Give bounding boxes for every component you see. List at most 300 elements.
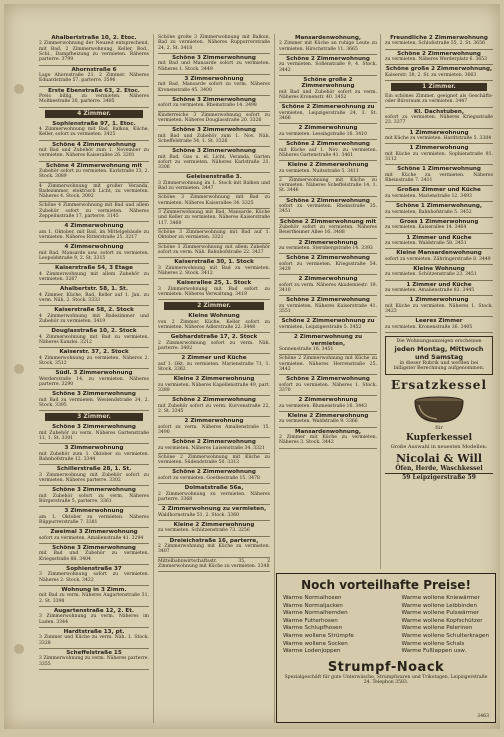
ad-heading: 3 Zimmerwohnung xyxy=(64,445,124,452)
classified-column-4 xyxy=(382,34,496,569)
ad-heading: Schöne 2 Zimmerwohnung mit xyxy=(279,218,377,225)
classified-ad xyxy=(158,244,270,259)
classified-ad xyxy=(158,147,270,173)
ad-body: zu vermieten. Näheres Luisenstraße 34. 3321 xyxy=(158,445,265,451)
ad-heading: Schöne 2 Zimmerwohnung zu xyxy=(281,318,375,325)
classified-ad xyxy=(39,327,149,348)
ad-body: Mittelbahnwirtschaftsstr. 35, 2 Zimmerwohnung mit Küche zu vermieten. 3348 xyxy=(158,558,270,569)
ad-heading: Dolmatstraße 56a, xyxy=(184,485,244,492)
classified-ad xyxy=(279,197,377,218)
ad-heading: Leeres Zimmer xyxy=(415,318,463,325)
ad-heading: Kleine 2 Zimmerwohnung xyxy=(287,412,369,419)
ad-heading: 1 Zimmer und Küche xyxy=(406,281,472,288)
classified-ad xyxy=(279,355,377,375)
ad-address: 59 Leipzigerstraße 59 xyxy=(385,473,493,481)
product-item: Warme wollene Socken xyxy=(283,640,348,647)
classified-ad xyxy=(39,348,149,369)
ad-body: sofort zu vermieten. Näheres Kriegsstraße 23. 3377 xyxy=(385,115,493,126)
product-item: Warme Fußlappen usw. xyxy=(401,648,467,655)
binding-hole xyxy=(14,364,24,374)
section-heading: 2 Zimmer. xyxy=(164,302,264,310)
ad-heading: 4 Zimmerwohnung xyxy=(64,244,124,251)
ad-heading: Schöne 2 Zimmerwohnung xyxy=(286,376,370,383)
ad-heading: 2 Zimmer und Küche xyxy=(181,355,247,362)
classified-ad xyxy=(385,50,493,66)
ad-heading: Douglasstraße 10, 2. Stock xyxy=(51,328,137,335)
ad-body: auf 1. Okt. zu vermieten. Marienstraße 71, 1. Stock. 3362 xyxy=(158,361,270,372)
notice-text: in dieser Rubrik und werden bei billigster Berechnung aufgenommen. xyxy=(393,360,485,372)
classified-ad xyxy=(158,312,270,333)
ad-heading: Kleine 2 Zimmerwohnung xyxy=(287,162,369,169)
classified-ad xyxy=(158,194,270,209)
classified-ad xyxy=(39,528,149,544)
classified-ad xyxy=(158,537,270,558)
classified-ad xyxy=(158,173,270,194)
ad-body: mit Bad und Mansarde sofort zu vermieten. Näheres 1. Stock. 3449 xyxy=(158,61,270,72)
ad-heading: Schöne große 2 Zimmerwohnung, xyxy=(385,66,493,73)
classified-ad xyxy=(158,484,270,505)
classified-ad xyxy=(158,34,270,54)
ad-heading: Kaiserstraße 54, 3 Etage xyxy=(55,265,133,272)
ad-body: 2 Zimmer mit Küche zu vermieten. Näheres 3. Stock. 3442 xyxy=(279,434,377,446)
ad-body: mit Bad und Zubehör sofort zu verm. Näheres Kronenstr. 40. 3452 xyxy=(279,89,377,101)
ad-heading: Schöne 4 Zimmerwohnung xyxy=(52,141,136,148)
ad-body: sofort zu verm. Näheres Akademiestr. 19. 3410 xyxy=(279,282,377,294)
ad-body: zu vermieten. Kronenstraße 36. 3405 xyxy=(385,324,473,330)
ad-body: sofort zu vermieten. Rheinstraße 35. 3451 xyxy=(279,204,377,215)
ad-headline: Ersatzkessel xyxy=(390,377,487,392)
ad-body: sofort zu vermieten. Rheinstraße 14. 3498 xyxy=(158,103,257,109)
classified-ad xyxy=(158,354,270,375)
ad-heading: Schöne 3 Zimmerwohnung xyxy=(172,96,256,103)
ad-heading: Kaiserallee 25, 1. Stock xyxy=(176,280,252,287)
classified-ad xyxy=(279,375,377,396)
product-item: Warme wollene Kopfschützer xyxy=(401,617,483,624)
ad-body: 4 Zimmerwohnung zu vermieten. Näheres 2. Stock. 3512 xyxy=(39,355,149,367)
ad-heading: Gross 1 Zimmerwohnung xyxy=(399,218,479,225)
product-item: Warme wollene Kniewärmer xyxy=(401,595,480,601)
classified-ad xyxy=(158,112,270,127)
binding-hole xyxy=(14,84,24,94)
classified-ad xyxy=(39,565,149,586)
classified-ad xyxy=(39,243,149,264)
product-item: Warme wollene Strümpfe xyxy=(283,632,354,639)
ad-body: zu vermieten. Sternbergstraße 14. 3393 xyxy=(279,246,373,252)
classified-ad xyxy=(39,507,149,528)
classified-ad xyxy=(158,54,270,75)
classified-ad xyxy=(385,281,493,297)
ad-body: Zubehör sofort zu vermieten. Näheres Beiertheimer Allee 16. 3488 xyxy=(279,225,377,236)
ad-heading: Erste Ebenstraße 63, 2. Etoc. xyxy=(48,87,140,94)
ad-heading: Schöne 2 Zimmerwohnung xyxy=(172,397,256,404)
classified-ad xyxy=(385,34,493,50)
classified-ad xyxy=(39,486,149,507)
ad-body: Lage Ahornstraße 21, 2 Zimmer. Näheres Eduardstraße 57, parterre. 3596 xyxy=(39,73,149,84)
classified-ad xyxy=(279,34,377,55)
classified-ad xyxy=(279,103,377,124)
classified-ad xyxy=(385,144,493,165)
newspaper-page xyxy=(4,4,500,729)
ad-body: zu vermieten. Waldstraße 9. 3366 xyxy=(279,419,358,425)
classified-ad xyxy=(39,162,149,183)
ad-heading: Schöne 1 Zimmerwohnung xyxy=(397,166,481,173)
classified-ad xyxy=(279,296,377,317)
ad-heading: Kleine Wohnung xyxy=(188,313,240,320)
ad-body: sofort zu vermieten. Kriegsstraße 54. 3429 xyxy=(279,261,377,273)
ad-body: mit Bad und Zubehör zum 1. November zu vermieten. Näheres Kaiserallee 26. 3201 xyxy=(39,148,149,159)
ad-body: vermieten, Leipzigerstraße 5. 3452 xyxy=(279,324,362,330)
ad-heading: Schöne 2 Zimmerwohnung zu xyxy=(281,104,375,111)
ad-heading: Schillerstraße 28, 1. St. xyxy=(56,466,132,473)
classified-ad xyxy=(39,628,149,649)
ad-body: 3 Zimmerwohnung zu verm. Näheres im Laden. 3344 xyxy=(39,614,149,625)
ad-body: Schöne große 3 Zimmerwohnung mit Balkon, Bad zu vermieten. Näheres Ruppurrerstraße 24, 2. St. 3418 xyxy=(158,35,270,51)
ad-products: Öfen, Herde, Waschkessel xyxy=(395,464,483,472)
classified-ad xyxy=(279,76,377,103)
ad-body: Kinderreiche 3 Zimmerwohnung sofort zu vermieten. Näheres Douglasstraße 20. 3326 xyxy=(158,112,270,123)
classified-ad xyxy=(279,396,377,412)
ad-body: Schöne 3 Zimmerwohnung mit Bad zu vermieten. Näheres Kaiserallee 34. 3325 xyxy=(158,195,270,206)
ad-body: Schöne 3 Zimmerwohnung mit Bad auf 1. Oktober zu vermieten. 3321 xyxy=(158,229,270,241)
ad-heading: Schöne 2 Zimmerwohnung xyxy=(397,50,481,57)
ad-body: zu vermieten. Amalienstraße 83. 3445 xyxy=(385,288,475,294)
ad-heading: 1 Zimmerwohnung xyxy=(409,297,469,304)
ad-body: mit Zubehör zu verm. Näheres Gartenstraße 11, 1. St. 3301 xyxy=(39,430,149,442)
ad-body: zu vermieten, Schloßstraße 55, 2. St. 3656 xyxy=(385,41,485,47)
ad-heading: 2 Zimmerwohnung xyxy=(298,239,358,246)
ad-body: Ein schönes Zimmer, geeignet als Geschäfts- oder Büroraum zu vermieten. 3447 xyxy=(385,94,493,105)
classified-ad xyxy=(158,279,270,300)
classified-ad xyxy=(279,317,377,333)
ad-heading: Schöne 2 Zimmerwohnung xyxy=(286,255,370,262)
classified-ad xyxy=(385,234,493,250)
ad-heading: 3 Zimmerwohnung xyxy=(64,508,124,515)
ad-heading: Wohnung in 3 Zimm. xyxy=(61,587,127,594)
classified-ad xyxy=(158,438,270,454)
ad-heading: 2 Zimmerwohnung xyxy=(298,397,358,404)
classified-ad xyxy=(385,65,493,81)
ad-body: mit Zubehör sofort zu verm. Näheres Bürgerstraße 5, parterre. 3361 xyxy=(39,493,149,505)
ad-heading: Schöne 2 Zimmerwohnung xyxy=(172,469,256,476)
section-heading: 4 Zimmer. xyxy=(45,110,143,118)
classified-ad xyxy=(39,586,149,607)
ad-heading: Scheffelstraße 15 xyxy=(66,650,122,657)
ad-body: vermieten, Leipzigerstraße 24, 3. St. 3466 xyxy=(279,110,377,122)
ad-heading: 2 Zimmerwohnung xyxy=(298,125,358,132)
ad-body: zu vermieten. Näheres Kaiserstraße 41. 3551 xyxy=(279,303,377,315)
product-item: Warme Normalhemden xyxy=(283,610,348,617)
ad-body: mit Küche zu vermieten. Hardtstraße 5. 3384 xyxy=(385,136,492,142)
classified-ad xyxy=(39,66,149,87)
ad-heading: Schöne 2 Zimmerwohnung xyxy=(172,439,256,446)
ad-text: für xyxy=(435,424,443,431)
classified-ad xyxy=(39,306,149,327)
ad-body: mit Bad, Mansarde usw. sofort zu vermieten. Leopoldstraße 9, 2. St. 3315 xyxy=(39,250,149,262)
ad-body: Zubehör sofort zu vermieten. Karlstraße 33, 2. Stock. 3089 xyxy=(39,169,149,180)
classified-ad xyxy=(39,465,149,486)
ad-heading: Südl. 3 Zimmerwohnung xyxy=(55,370,133,377)
ad-heading: Kaiserstr. 37, 2. Stock xyxy=(59,349,129,356)
classified-ad xyxy=(158,75,270,96)
ad-body: zu vermieten. Sofienstraße 9, 4. Stock. 3442 xyxy=(279,62,377,73)
ad-heading: Schöne 3 Zimmerwohnung xyxy=(52,487,136,494)
ad-heading: Dreieichstraße 16, parterre, xyxy=(169,537,259,544)
ad-heading: Ahalbertstraße 10, 2. Etoc. xyxy=(51,35,137,41)
ad-body: zu vermieten. Waldstraße 58. 3451 xyxy=(385,240,467,246)
ad-body: sofort zu verm. Näheres Amalienstraße 15. 3490 xyxy=(158,424,270,435)
ad-subtext: Spezialgeschäft für gute Unterwäsche, Strumpfwaren und Trikotagen, Leipzigerstraße 24. Telephon 3583. xyxy=(284,674,488,686)
classified-ad xyxy=(158,375,270,396)
product-item: Warme Futterhosen xyxy=(283,617,338,624)
classified-ad xyxy=(385,249,493,265)
ad-heading: Geleisenstraße 3. xyxy=(186,174,242,181)
classified-ad xyxy=(39,423,149,444)
column-rule xyxy=(153,34,154,723)
classified-ad xyxy=(39,202,149,222)
classified-ad xyxy=(39,649,149,670)
classified-ad xyxy=(385,317,493,333)
ad-heading: Freundliche 2 Zimmerwohnung xyxy=(390,35,488,41)
classified-ad xyxy=(279,124,377,140)
classified-ad xyxy=(279,177,377,197)
notice-highlight: jeden Montag, Mittwoch und Samstag xyxy=(394,344,484,361)
ad-heading: Schöne 3 Zimmerwohnung xyxy=(52,424,136,431)
product-item: Warme wollene Pulswärmer xyxy=(401,610,479,617)
ad-heading: Schöne 3 Zimmerwohnung xyxy=(52,545,136,552)
ad-body: sofort zu vermieten. Zähringerstraße 8. 3449 xyxy=(385,256,491,262)
ad-body: zu vermieten. Näheres Kapellenstraße 49, part. 3389 xyxy=(158,382,270,393)
classified-ad xyxy=(279,254,377,275)
classified-ad xyxy=(158,468,270,484)
ad-heading: Schöne große 2 Zimmerwohnung xyxy=(301,77,355,90)
classified-ad xyxy=(385,265,493,281)
ad-heading: Ahalbertstr. 58, 1. St. xyxy=(60,286,128,293)
ad-body: 3 Zimmerwohnung sofort zu vermieten. Näheres 2. Stock. 3422 xyxy=(39,572,149,583)
ad-body: 3 Zimmerwohnung mit Bad, Mansarde, Küche und Keller zu vermieten. Näheres Kaiserstraße 117. 3460 xyxy=(158,210,270,226)
ad-number: 3463 xyxy=(477,714,489,719)
classified-ad xyxy=(39,285,149,306)
ad-heading: 2 Zimmerwohnung zu vermieten, xyxy=(161,506,267,513)
ad-heading: Schöne 3 Zimmerwohnung xyxy=(172,148,256,155)
ad-body: 2 Zimmer mit Küche an ruhige Leute zu vermieten. Hirschstraße 11. 3665 xyxy=(279,41,377,52)
ad-body: zu vermieten. Näheres Werderplatz 6. 3653 xyxy=(385,57,488,63)
product-item: Warme Lodenjoppen xyxy=(283,648,341,655)
ad-heading: Schöne 2 Zimmerwohnung xyxy=(286,141,370,148)
ad-company-name: Strumpf-Noack xyxy=(327,659,445,675)
product-item: Warme wollene Schulterkragen xyxy=(401,632,489,639)
product-item: Warme wollene Schals xyxy=(401,640,465,647)
ad-body: 2 Zimmerwohnung sofort zu verm. Näh. parterre. 3402 xyxy=(158,340,270,351)
ad-body: mit Küche zu vermieten. Sophienstraße 91. 3112 xyxy=(385,151,493,163)
ad-heading: Hardtstraße 13, pt. xyxy=(63,629,125,636)
classified-ad xyxy=(279,140,377,161)
ad-heading: Augartenstraße 12, 2. Et. xyxy=(53,608,135,615)
classified-ad xyxy=(385,186,493,202)
ad-heading: Kleine 2 Zimmerwohnung xyxy=(173,521,255,528)
strumpf-noack-advertisement xyxy=(276,573,496,723)
product-item: Warme Normaljacken xyxy=(283,602,343,609)
ad-heading: 2 Zimmerwohnung xyxy=(184,418,244,425)
classified-ad xyxy=(39,607,149,628)
ad-body: zu vermieten. Schützenstraße 23. 3451 xyxy=(385,272,477,278)
ad-heading: Schöne 3 Zimmerwohnung xyxy=(52,391,136,398)
ad-body: 4 Zimmer, Küche, Bad, Keller auf 1. Jan. zu verm. Näh. 2. Stock. 3333 xyxy=(39,292,149,304)
ad-heading: Zweimal 3 Zimmerwohnung xyxy=(50,529,138,536)
ersatzkessel-advertisement xyxy=(385,378,493,481)
classified-ad xyxy=(39,183,149,203)
classified-ad xyxy=(158,558,270,573)
ad-heading: Schöne 3 Zimmerwohnung xyxy=(172,54,256,61)
classified-ad xyxy=(385,108,493,129)
ad-body: mit Zubehör sofort zu verm. Kurvenstraße 22, 2. St. 3345 xyxy=(158,403,270,414)
ad-heading: 1 Zimmerwohnung xyxy=(409,145,469,152)
classified-ad xyxy=(39,544,149,565)
classified-ad xyxy=(385,202,493,218)
ad-heading: Mansardenwohnung, xyxy=(294,428,362,435)
ad-body: zu vermieten. Lessingstraße 16. 3410 xyxy=(279,131,368,137)
ad-heading: Großes Zimmer und Küche xyxy=(397,187,481,194)
ad-body: mit Zubehör zum 1. Oktober zu vermieten. Bahnhofstraße 12. 3344 xyxy=(39,451,149,463)
ad-body: am 1. Oktober zu vermieten. Näheres Rüppurrerstraße 7. 3381 xyxy=(39,514,149,526)
classified-ad xyxy=(39,34,149,66)
ad-body: Sonnenstraße 16. 3451 xyxy=(279,346,334,352)
product-item: Warme Schlupfhosen xyxy=(283,625,343,632)
ad-body: 4 Zimmerwohnung mit Bad, Balkon, Küche, Keller, sofort zu vermieten. 3425 xyxy=(39,127,149,138)
classified-ad xyxy=(279,218,377,239)
classified-ad xyxy=(39,390,149,411)
ad-body: sofort zu vermieten. Amalienstraße 41. 3294 xyxy=(39,535,144,541)
ad-heading: 4 Zimmerwohnung xyxy=(64,223,124,230)
ad-heading: 1 Zimmerwohnung xyxy=(409,129,469,136)
classified-ad xyxy=(279,161,377,177)
classified-ad xyxy=(39,264,149,285)
ad-text: Große Auswahl in neuesten Modellen. xyxy=(390,443,488,450)
ad-heading: Sophienstraße 37 xyxy=(66,566,122,573)
ad-heading: Kaiserstraße 30, 1. Stock xyxy=(174,259,254,266)
ad-headline: Noch vorteilhafte Preise! xyxy=(301,578,471,592)
ad-heading: 2 Zimmerwohnung zu vermieten, xyxy=(293,334,363,347)
classified-ad xyxy=(39,141,149,162)
ad-body: 2 Zimmerwohnung der Neuzeit entsprechend, mit Bad, 2 Zimmerwohnung, Keller, Bod., Schl., Dampfheizung zu vermieten. Räheres parterre. 3799 xyxy=(39,41,149,63)
ad-body: Kaiserstr. 38, 2. St. zu vermieten. 3663 xyxy=(385,72,477,78)
ad-body: am 1. Oktober, mit Bad, im Mittelgebäude zu vermieten. Näheres Ritterstraße 25. 3217 xyxy=(39,229,149,241)
classified-ad xyxy=(385,129,493,145)
column-rule xyxy=(380,34,381,569)
ad-body: 4 Zimmerwohnung mit Bad zu vermieten. Näheres Kanzlei. 3212 xyxy=(39,334,149,346)
ad-body: 3 Zimmerwohnung mit Bad sofort zu vermieten. Näheres Verwaltung. 3419 xyxy=(158,286,270,297)
ad-body: zu vermieten. Blumenstraße 16. 3443 xyxy=(279,403,368,409)
classified-ad xyxy=(39,120,149,141)
ad-body: mit Küche zu vermieten. Näheres Rheinstraße 7. 3411 xyxy=(385,172,493,184)
classified-column-1 xyxy=(36,34,152,723)
classified-ad xyxy=(385,218,493,234)
classified-ad xyxy=(39,444,149,465)
classified-ad xyxy=(279,333,377,355)
ad-body: Werderstraße 14, zu vermieten. Näheres parterre. 3290 xyxy=(39,376,149,388)
classified-ad xyxy=(158,521,270,537)
classified-ad xyxy=(158,454,270,469)
classified-ad xyxy=(279,412,377,428)
ad-body: Schöne 3 Zimmerwohnung mit allem Zubehör sofort zu verm. Näh. Bahnhofstraße 22. 3427 xyxy=(158,244,270,255)
classified-ad xyxy=(385,93,493,108)
classified-ad xyxy=(39,222,149,243)
classified-ad xyxy=(279,55,377,76)
column-rule xyxy=(274,34,275,723)
notice-text: Die Wohnungsanzeigen erscheinen xyxy=(396,339,482,345)
section-heading: 1 Zimmer. xyxy=(391,83,487,91)
ad-body: mit Bad, Gas u. el. Licht, Veranda, Garten sofort zu vermieten. Näheres Karlstraße 21. 3306 xyxy=(158,154,270,171)
ad-body: mit Küche auf 1. Nov. zu vermieten. Näheres Gartenstraße 41. 3461 xyxy=(279,147,377,158)
ad-body: 3 Zimmerwohnung mit Zubehör sofort zu vermieten. Näheres parterre. 3302 xyxy=(39,472,149,484)
product-list xyxy=(283,595,489,656)
classified-ad xyxy=(158,126,270,147)
ad-body: mit Bad und Zubehör zum 1. Nov. Näh. Scheffelstraße 54, 1. St. 3326 xyxy=(158,133,270,144)
ad-heading: 3 Zimmerwohnung xyxy=(184,75,244,82)
ad-heading: Kleine Mansardenwohnung xyxy=(396,250,482,257)
ad-body: zu vermieten. Marienstraße 12. 3493 xyxy=(385,193,472,199)
binding-hole xyxy=(14,644,24,654)
ad-body: Schöne 4 Zimmerwohnung mit Bad und allem Zubehör sofort zu vermieten. Näheres Zeppelinstraße 17, parterre. 3145 xyxy=(39,203,149,220)
ad-heading: Gebhardstraße 17, 2. Stock xyxy=(170,334,258,341)
ad-body: Waldhornstraße 51, 2. Stock. 3360 xyxy=(158,512,240,518)
classified-column-2 xyxy=(155,34,273,723)
classified-ad xyxy=(158,229,270,244)
ad-body: 2 Zimmerwohnung mit Küche zu vermieten. 3407 xyxy=(158,543,270,555)
ad-body: 4 Zimmerwohnung mit Badezimmer und Zubehör zu vermieten. 3419 xyxy=(39,313,149,325)
ad-company-name: Nicolai & Will xyxy=(395,451,483,465)
ad-body: zu vermieten. Kaiserallee 14. 3464 xyxy=(385,225,467,231)
classified-ad xyxy=(385,165,493,186)
ad-heading: Sophienstraße 97, 1. Etoc. xyxy=(52,120,136,127)
ad-body: 2 Zimmerwohnung mit Küche zu vermieten. Näheres Scheffelstraße 14, 1. St. 3446 xyxy=(279,177,377,194)
classified-ad xyxy=(158,396,270,417)
ad-body: 4 Zimmerwohnung mit großer Veranda, Badezimmer, elektrisch Licht, zu vermieten. Näheres 4. Stock. 3092 xyxy=(39,183,149,200)
section-heading: 3 Zimmer. xyxy=(45,413,143,421)
ad-body: zu vermieten. Schützenstraße 73. 3256 xyxy=(158,528,250,534)
ad-heading: Schöne 3 Zimmerwohnung xyxy=(172,127,256,134)
ad-body: mit Bad und Zubehör zu vermieten. Kriegsstraße 88. 3404 xyxy=(39,551,149,562)
classified-ad xyxy=(279,239,377,255)
ad-heading: 1 Zimmer und Küche xyxy=(406,234,472,241)
ad-body: mit Bad zu vermieten. Westendstraße 34, 2. Stock. 3395 xyxy=(39,397,149,409)
ad-heading: Schöne 2 Zimmerwohnung xyxy=(286,56,370,62)
ad-body: sofort zu vermieten. Goethestraße 15. 3478 xyxy=(158,475,260,481)
classified-ad xyxy=(385,296,493,317)
ad-body: zu vermieten, Bahnhofstraße 5. 3452 xyxy=(385,209,472,215)
classified-column-3 xyxy=(276,34,380,569)
ad-body: zu vermieten. Nuitsstraße 5. 3411 xyxy=(279,168,359,174)
ad-heading: Schöne 4 Zimmerwohnung mit xyxy=(45,162,143,169)
product-item: Warme Normalhosen xyxy=(283,595,342,601)
ad-body: Schöne 2 Zimmerwohnung mit Küche zu vermieten. Näheres Herrenstraße 25. 3442 xyxy=(279,356,377,372)
ad-body: 3 Zimmerwohnung im 1. Stock mit Balkon und Bad zu vermieten. 3447 xyxy=(158,180,270,192)
classified-ad xyxy=(158,417,270,438)
ad-heading: 2 Zimmerwohnung xyxy=(298,276,358,283)
ad-heading: Kleine Wohnung xyxy=(413,265,465,272)
ad-body: 4 Zimmerwohnung mit allem Zubehör zu vermieten. 3267 xyxy=(39,271,149,283)
classified-ad xyxy=(158,505,270,521)
classified-ad xyxy=(158,209,270,229)
ad-heading: Ahornstraße 6 xyxy=(71,66,117,73)
ad-body: sofort zu vermieten. Näheres 1. Stock. 3370 xyxy=(279,382,377,393)
kettle-illustration xyxy=(409,395,469,425)
ad-body: mit Bad, Mansarde sofort zu verm. Näheres Kronenstraße 45. 3400 xyxy=(158,82,270,93)
ad-body: mit Bad zu verm. Näheres Augartenstraße 31, 2. St. 3398 xyxy=(39,593,149,604)
ad-heading: Mansardenwohnung, xyxy=(294,35,362,41)
notice-box xyxy=(385,336,493,375)
page-margin xyxy=(8,4,32,729)
classified-ad xyxy=(39,369,149,390)
